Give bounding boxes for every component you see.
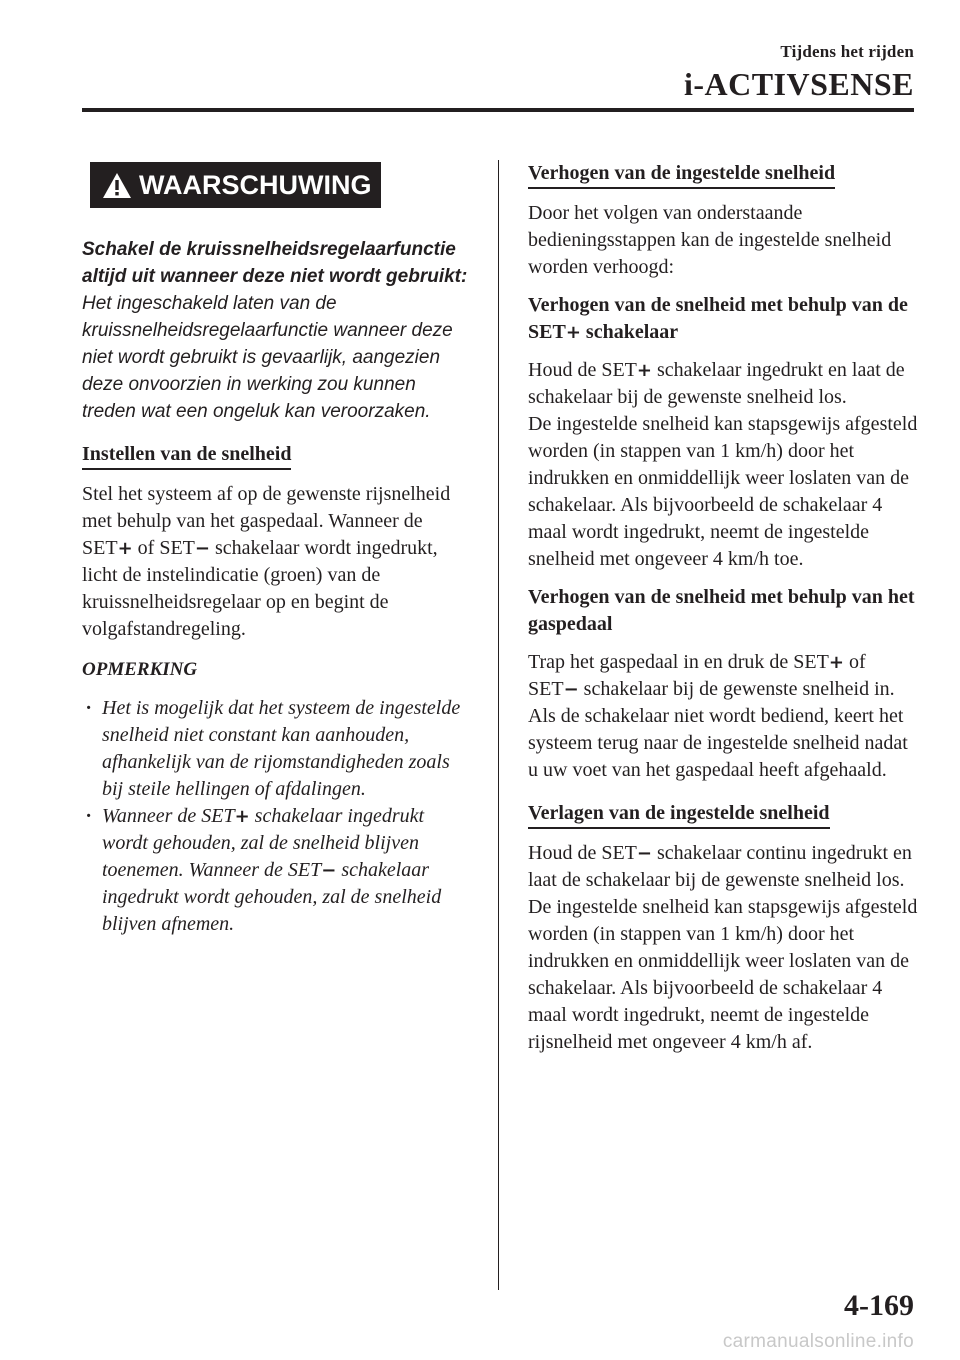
note-title: OPMERKING: [82, 659, 198, 680]
text-span: Trap het gaspedaal in en druk de SET: [528, 651, 829, 673]
warning-badge: [90, 162, 381, 208]
text-span: schakelaar bij de gewenste snelheid in.: [578, 678, 895, 700]
text-span: Houd de SET: [528, 842, 637, 864]
plus-icon: +: [117, 538, 133, 559]
column-divider: [498, 160, 499, 1290]
list-item: [82, 803, 472, 938]
text-span: Houd de SET: [528, 359, 637, 381]
decrease-heading: Verlagen van de ingestelde snelheid: [528, 800, 830, 829]
warning-label: WAARSCHUWING: [139, 169, 372, 200]
plus-icon: +: [828, 652, 844, 673]
warning-lead: Schakel de kruissnelheidsregelaarfunctie altijd uit wanneer deze niet wordt gebruikt:: [82, 239, 468, 287]
text-span: schakelaar ingedrukt wordt gehouden, zal de snelheid blijven afnemen.: [102, 859, 442, 935]
decrease-detail: De ingestelde snelheid kan stapsgewijs afgesteld worden (in stappen van 1 km/h) door het indrukken en onmiddellijk weer loslaten van de schakelaar. Als bijvoorbeeld de schakelaar 4 maal wordt ingedrukt, neemt de ingestelde rijsnelheid met ongeveer 4 km/h af.: [528, 896, 918, 1053]
chapter-title: i-ACTIVSENSE: [683, 66, 914, 102]
increase-sub2-paragraph: [528, 649, 918, 703]
text-span: of SET: [528, 651, 866, 700]
increase-sub2-detail: Als de schakelaar niet wordt bediend, keert het systeem terug naar de ingestelde snelheid nadat u uw voet van het gaspedaal heeft afgehaald.: [528, 705, 908, 781]
text-span: Stel het systeem af op de gewenste rijsnelheid met behulp van het gaspedaal. Wanneer de SET: [82, 483, 451, 559]
note-list: [82, 695, 472, 938]
increase-sub1-heading: [528, 292, 918, 346]
set-speed-paragraph: [82, 481, 472, 643]
warning-icon: [102, 172, 132, 199]
warning-text: [82, 236, 472, 425]
right-column: [528, 160, 918, 1056]
text-span: Verhogen van de snelheid met behulp van de SET: [528, 294, 908, 343]
increase-sub2-heading: Verhogen van de snelheid met behulp van het gaspedaal: [528, 586, 915, 635]
text-span: of SET: [132, 537, 195, 559]
page-number: 4-169: [844, 1289, 914, 1322]
text-span: schakelaar continu ingedrukt en laat de schakelaar bij de gewenste snelheid los.: [528, 842, 912, 891]
section-label: Tijdens het rijden: [780, 42, 914, 61]
plus-icon: +: [234, 806, 250, 827]
increase-heading: Verhogen van de ingestelde snelheid: [528, 160, 835, 189]
increase-sub1-detail: De ingestelde snelheid kan stapsgewijs afgesteld worden (in stappen van 1 km/h) door het indrukken en onmiddellijk weer loslaten van de schakelaar. Als bijvoorbeeld de schakelaar 4 maal wordt ingedrukt, neemt de ingestelde snelheid met ongeveer 4 km/h toe.: [528, 413, 918, 570]
decrease-section: [528, 800, 918, 829]
header-rule: [82, 108, 914, 112]
minus-icon: −: [563, 679, 579, 700]
watermark: carmanualsonline.info: [722, 1331, 914, 1352]
text-span: schakelaar wordt ingedrukt, licht de instelindicatie (groen) van de kruissnelheidsregelaar op en begint de volgafstandregeling.: [82, 537, 438, 640]
plus-icon: +: [565, 322, 581, 343]
text-span: Wanneer de SET: [102, 805, 235, 827]
increase-intro: Door het volgen van onderstaande bedieningsstappen kan de ingestelde snelheid worden verhoogd:: [528, 202, 892, 278]
set-speed-section: [82, 441, 472, 470]
list-item: · Het is mogelijk dat het systeem de ingestelde snelheid niet constant kan aanhouden, afhankelijk van de rijomstandigheden zoals bij steile hellingen of afdalingen.: [82, 695, 472, 803]
increase-sub1-paragraph: [528, 357, 918, 411]
page-header: [684, 42, 914, 100]
text-span: schakelaar ingedrukt wordt gehouden, zal de snelheid blijven toenemen. Wanneer de SET: [102, 805, 425, 881]
decrease-paragraph: [528, 840, 918, 894]
text-span: schakelaar: [580, 321, 679, 343]
set-speed-heading: Instellen van de snelheid: [82, 441, 291, 470]
text-span: schakelaar ingedrukt en laat de schakelaar bij de gewenste snelheid los.: [528, 359, 905, 408]
minus-icon: −: [321, 860, 337, 881]
warning-body: Het ingeschakeld laten van de kruissnelheidsregelaarfunctie wanneer deze niet wordt gebruikt is gevaarlijk, aangezien deze onvoorzien in werking zou kunnen treden wat een ongeluk kan veroorzaken.: [82, 293, 453, 422]
left-column: [82, 160, 472, 938]
plus-icon: +: [636, 360, 652, 381]
minus-icon: −: [636, 843, 652, 864]
minus-icon: −: [194, 538, 210, 559]
